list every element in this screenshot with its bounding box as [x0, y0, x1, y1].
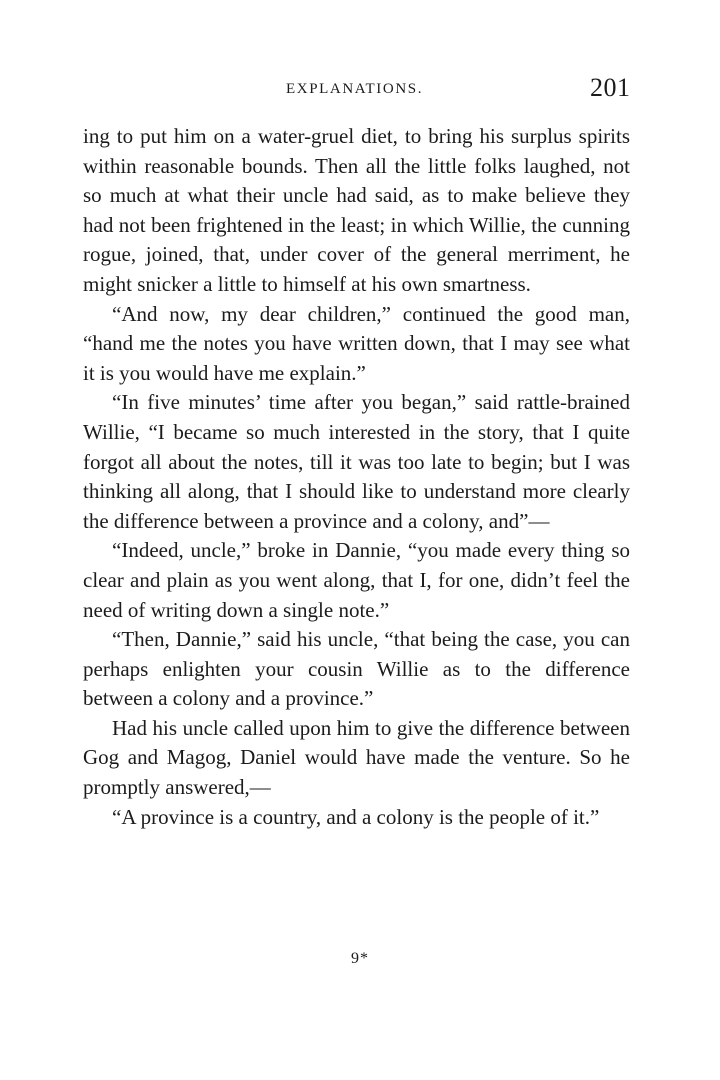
paragraph-7: “A province is a country, and a colony is the people of it.”: [112, 804, 600, 829]
page-number: 201: [590, 73, 631, 102]
paragraph-1: ing to put him on a water-gruel diet, to bring his surplus spirits within reasonable bounds. Then all the little folks laughed, not so much at what their uncle had said, as to make believe they had not been frightened in the least; in which Willie, the cunning rogue, joined, that, under cover of the general merriment, he might snicker a little to himself at his own smartness.: [83, 124, 630, 296]
paragraph-3: “In five minutes’ time after you began,” said rattle-brained Willie, “I became so much interested in the story, that I quite forgot all about the notes, till it was too late to begin; but I was thinking all along, that I should like to understand more clearly the difference between a province and a colony, and”—: [83, 390, 630, 533]
signature-mark: 9*: [351, 950, 369, 967]
paragraph-6: Had his uncle called upon him to give the difference between Gog and Magog, Daniel would have made the venture. So he promptly answered,—: [83, 715, 630, 800]
body-text: [83, 122, 630, 832]
paragraph-5: “Then, Dannie,” said his uncle, “that being the case, you can perhaps enlighten your cousin Willie as to the difference between a colony and a province.”: [83, 627, 630, 711]
paragraph-4: “Indeed, uncle,” broke in Dannie, “you made every thing so clear and plain as you went along, that I, for one, didn’t feel the need of writing down a single note.”: [83, 538, 630, 622]
running-head: [0, 73, 720, 106]
running-title: EXPLANATIONS.: [286, 81, 424, 97]
paragraph-2: “And now, my dear children,” continued the good man, “hand me the notes you have written down, that I may see what it is you would have me explain.”: [83, 301, 630, 385]
